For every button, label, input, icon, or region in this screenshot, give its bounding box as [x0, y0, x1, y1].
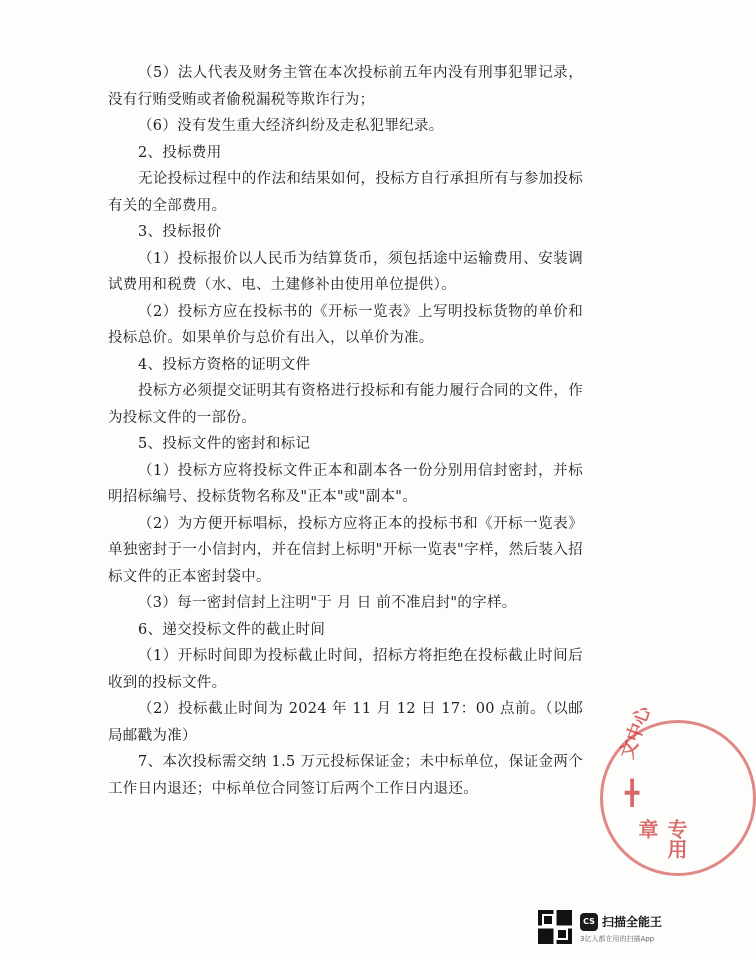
paragraph-deadline-1: （1）开标时间即为投标截止时间，招标方将拒绝在投标截止时间后收到的投标文件。 — [108, 648, 583, 691]
stamp-emblem-icon: ╋ — [625, 779, 640, 807]
qr-code-icon — [538, 910, 572, 944]
paragraph-deposit: 7、本次投标需交纳 1.5 万元投标保证金；未中标单位，保证金两个工作日内退还；中标单位合同签订后两个工作日内退还。 — [108, 754, 583, 797]
paragraph-item-6: （6）没有发生重大经济纠纷及走私犯罪纪录。 — [138, 118, 444, 134]
scanner-watermark — [538, 910, 668, 946]
document-body — [108, 60, 583, 802]
scanner-tagline: 3亿人都在用的扫描App — [580, 935, 655, 943]
section-heading-2: 2、投标费用 — [138, 144, 222, 161]
camscanner-logo-icon: CS — [580, 913, 598, 931]
paragraph-price-1: （1）投标报价以人民币为结算货币，须包括途中运输费用、安装调试费用和税费（水、电、土建修补由使用单位提供）。 — [108, 250, 583, 293]
scanner-brand: 扫描全能王 — [602, 915, 663, 929]
section-heading-6: 6、递交投标文件的截止时间 — [138, 621, 326, 638]
paragraph-bid-cost: 无论投标过程中的作法和结果如何，投标方自行承担所有与参加投标有关的全部费用。 — [108, 171, 583, 214]
red-seal-stamp — [600, 703, 756, 876]
paragraph-qualification: 投标方必须提交证明其有资格进行投标和有能力履行合同的文件，作为投标文件的一部份。 — [108, 383, 583, 426]
paragraph-seal-1: （1）投标方应将投标文件正本和副本各一份分别用信封密封，并标明招标编号、投标货物名称及"正本"或"副本"。 — [108, 462, 583, 505]
stamp-vertical-text: 专用章 — [635, 819, 688, 859]
paragraph-seal-2: （2）为方便开标唱标，投标方应将正本的投标书和《开标一览表》单独密封于一小信封内，并在信封上标明"开标一览表"字样，然后装入招标文件的正本密封袋中。 — [108, 515, 583, 585]
section-heading-4: 4、投标方资格的证明文件 — [138, 356, 311, 373]
section-heading-5: 5、投标文件的密封和标记 — [138, 436, 311, 452]
section-heading-3: 3、投标报价 — [138, 224, 222, 240]
paragraph-deadline-2: （2）投标截止时间为 2024 年 11 月 12 日 17：00 点前。（以邮局邮戳为准） — [108, 701, 583, 744]
paragraph-item-5: （5）法人代表及财务主管在本次投标前五年内没有刑事犯罪记录，没有行贿受贿或者偷税漏税等欺诈行为； — [108, 65, 583, 108]
stamp-arc-text: 文中心 — [616, 703, 655, 762]
paragraph-seal-3: （3）每一密封信封上注明"于 月 日 前不准启封"的字样。 — [138, 595, 517, 611]
paragraph-price-2: （2）投标方应在投标书的《开标一览表》上写明投标货物的单价和投标总价。如果单价与总价有出入，以单价为准。 — [108, 303, 583, 346]
